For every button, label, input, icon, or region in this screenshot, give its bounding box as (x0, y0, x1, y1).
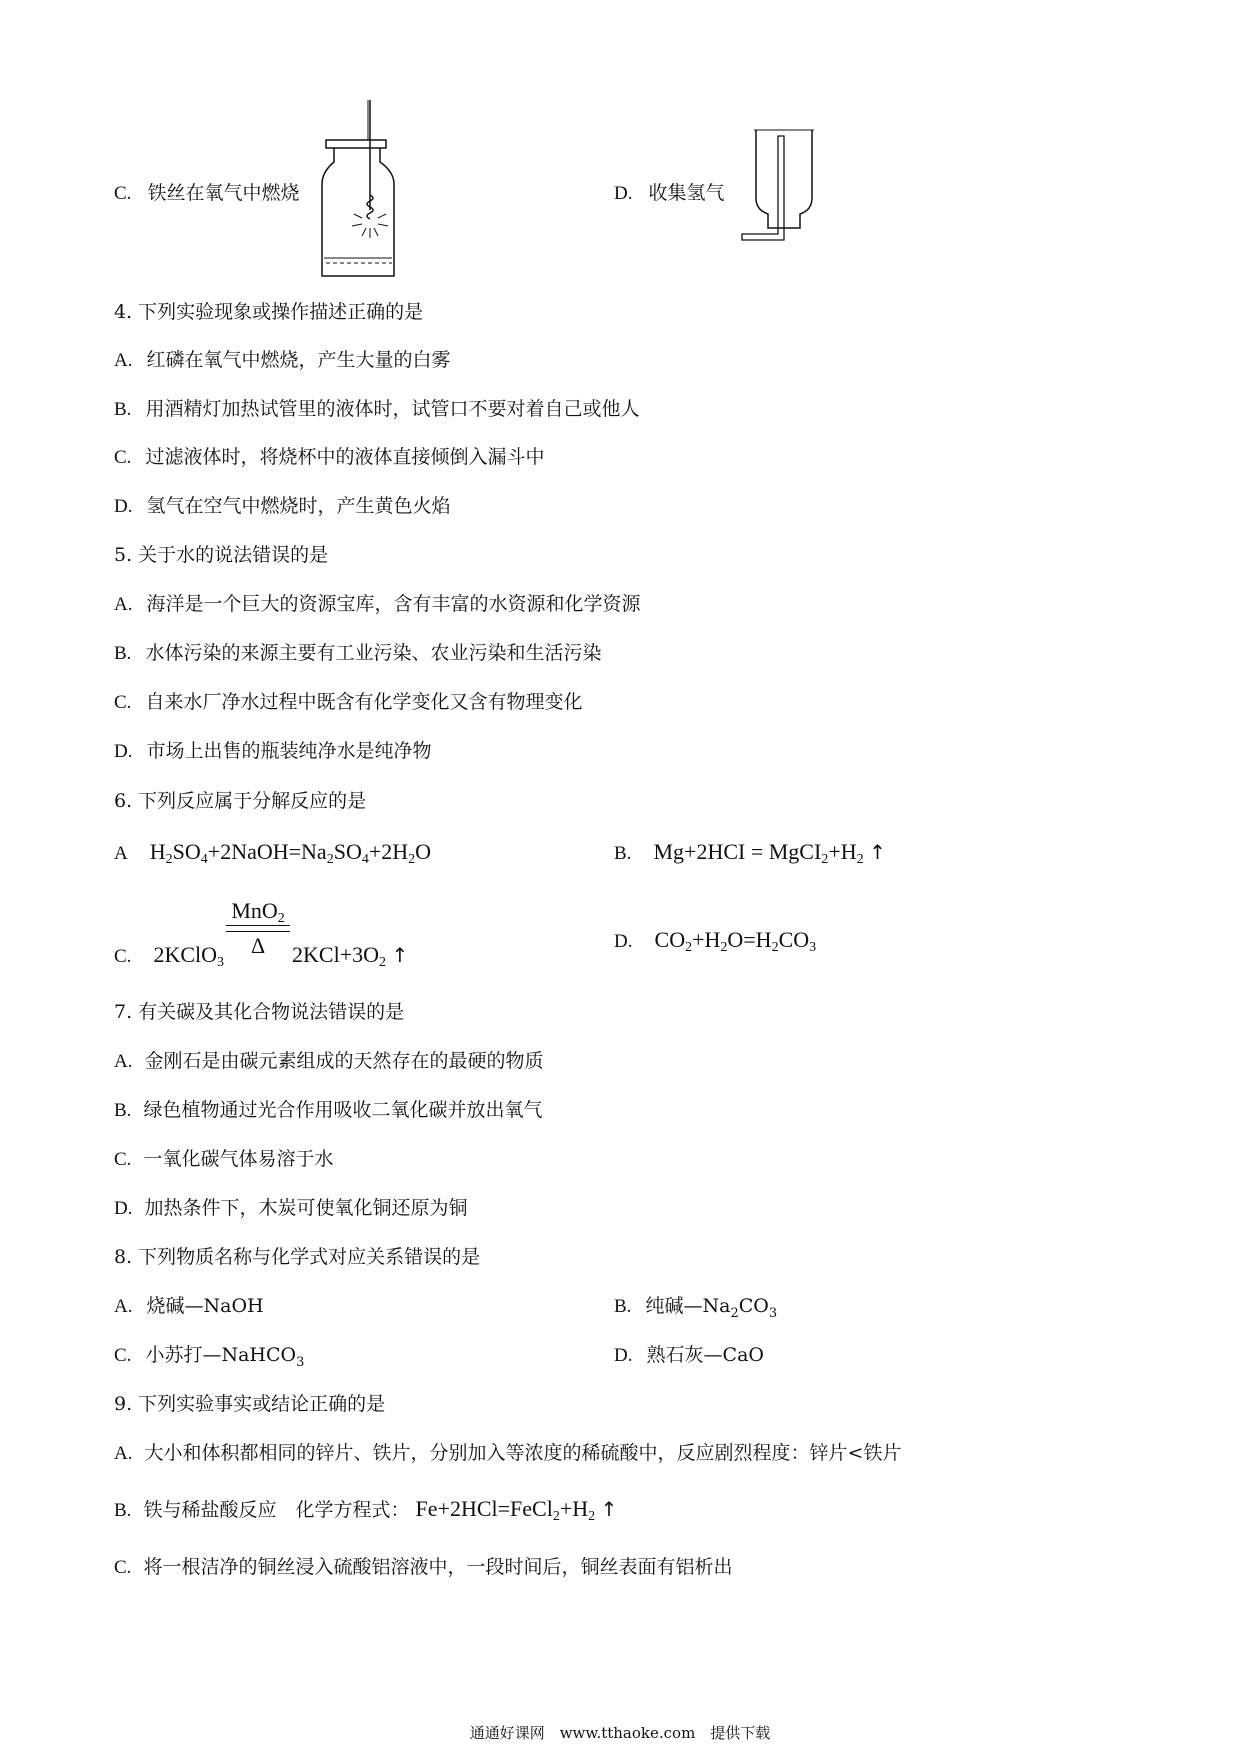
option-text: 将一根洁净的铜丝浸入硫酸铝溶液中，一段时间后，铜丝表面有铝析出 (143, 1556, 733, 1578)
equation-c: 2KClO$_3$ (153, 941, 225, 970)
iron-wire-burning-bottle-figure (322, 100, 402, 280)
option-label: B. (114, 643, 132, 664)
option-text: 水体污染的来源主要有工业污染、农业污染和生活污染 (145, 642, 602, 664)
page-footer: 通通好课网 www.tthaoke.com 提供下载 (469, 1724, 771, 1742)
equation-a: $H_2SO_4+2NaOH=Na_2SO_4+2H_2O$ (149, 839, 432, 867)
option-text: 绿色植物通过光合作用吸收二氧化碳并放出氧气 (143, 1099, 543, 1121)
option-label: D. (114, 496, 133, 517)
equation-fe-hcl: $Fe+2HCl=FeCl_2+H_2$ ↑ (415, 1496, 618, 1524)
option-label: C. (114, 447, 132, 468)
option-text: 自来水厂净水过程中既含有化学变化又含有物理变化 (145, 691, 583, 713)
q4-stem: 4. 下列实验现象或操作描述正确的是 (114, 301, 424, 323)
q3-option-c (114, 181, 300, 206)
equation-d: $CO_2+H_2O=H_2CO_3$ (654, 927, 817, 955)
option-label: B. (114, 1500, 132, 1521)
q5-option-c (114, 690, 583, 715)
option-label: A (114, 843, 128, 864)
option-label: C. (114, 1557, 132, 1578)
equation-b: $Mg+2HCI = MgCI_2+H_2$ ↑ (653, 839, 886, 867)
option-text: 过滤液体时，将烧杯中的液体直接倾倒入漏斗中 (145, 446, 545, 468)
option-label: D. (614, 1345, 633, 1366)
option-label: D. (114, 1198, 133, 1219)
option-label: C. (114, 945, 132, 967)
option-label: B. (114, 1100, 132, 1121)
option-text: 加热条件下，木炭可使氧化铜还原为铜 (144, 1197, 468, 1219)
option-text: 收集氢气 (648, 182, 725, 204)
q8-option-c (114, 1343, 304, 1375)
option-label: D. (614, 931, 633, 952)
option-label: B. (614, 1296, 632, 1317)
q5-option-d (114, 739, 432, 764)
option-label: B. (614, 843, 632, 864)
option-label: B. (114, 399, 132, 420)
option-label: A. (114, 594, 133, 615)
option-label: D. (114, 741, 133, 762)
q8-stem: 8. 下列物质名称与化学式对应关系错误的是 (114, 1246, 481, 1268)
option-label: A. (114, 1443, 133, 1464)
option-text: 小苏打—NaHCO$_3$ (145, 1344, 305, 1370)
option-text: 金刚石是由碳元素组成的天然存在的最硬的物质 (144, 1050, 544, 1072)
option-label: C. (114, 1149, 132, 1170)
option-label: A. (114, 350, 133, 371)
option-text: 熟石灰—CaO (646, 1344, 764, 1366)
q6-option-b (614, 840, 886, 866)
option-text: 一氧化碳气体易溶于水 (143, 1148, 334, 1170)
q7-stem: 7. 有关碳及其化合物说法错误的是 (114, 1001, 405, 1023)
q4-option-c (114, 445, 545, 470)
q6-stem: 6. 下列反应属于分解反应的是 (114, 790, 367, 812)
q7-option-d (114, 1196, 468, 1221)
q5-option-b (114, 641, 602, 666)
q8-option-d (614, 1343, 764, 1368)
option-text: 氢气在空气中燃烧时，产生黄色火焰 (146, 495, 451, 517)
option-label: C. (114, 183, 132, 204)
collect-hydrogen-bottle-figure (740, 128, 820, 268)
q4-option-a (114, 348, 451, 373)
option-label: C. (114, 692, 132, 713)
q6-option-d (614, 928, 816, 954)
q8-option-b (614, 1294, 777, 1326)
option-text: 烧碱—NaOH (146, 1295, 264, 1317)
option-text: 铁丝在氧气中燃烧 (147, 182, 300, 204)
q7-option-b (114, 1098, 543, 1123)
option-text: 红磷在氧气中燃烧，产生大量的白雾 (146, 349, 451, 371)
option-text: 用酒精灯加热试管里的液体时，试管口不要对着自己或他人 (145, 398, 640, 420)
q5-option-a (114, 592, 641, 617)
equation-c-products: $2KCl+3O_2$ ↑ (292, 941, 409, 970)
option-label: C. (114, 1345, 132, 1366)
q7-option-a (114, 1049, 544, 1074)
option-label: A. (114, 1051, 133, 1072)
q9-stem: 9. 下列实验事实或结论正确的是 (114, 1393, 386, 1415)
q6-option-a (114, 840, 431, 866)
option-label: A. (114, 1296, 133, 1317)
option-label: D. (614, 183, 633, 204)
q4-option-b (114, 397, 640, 422)
equation-c-condition: MnO$_2$ Δ (226, 900, 290, 957)
q9-option-a (114, 1441, 901, 1466)
option-text: 海洋是一个巨大的资源宝库，含有丰富的水资源和化学资源 (146, 593, 641, 615)
q5-stem: 5. 关于水的说法错误的是 (114, 544, 329, 566)
option-text: 大小和体积都相同的锌片、铁片，分别加入等浓度的稀硫酸中，反应剧烈程度：锌片<铁片 (144, 1442, 902, 1464)
q9-option-c (114, 1555, 733, 1580)
q3-option-d (614, 181, 725, 206)
q9-option-b (114, 1497, 617, 1523)
q6-option-c (114, 896, 408, 968)
q8-option-a (114, 1294, 264, 1319)
option-text: 纯碱$—Na_2CO_3$ (645, 1295, 778, 1321)
q4-option-d (114, 494, 451, 519)
q7-option-c (114, 1147, 334, 1172)
option-text: 铁与稀盐酸反应 化学方程式： (143, 1499, 410, 1521)
option-text: 市场上出售的瓶装纯净水是纯净物 (146, 740, 432, 762)
